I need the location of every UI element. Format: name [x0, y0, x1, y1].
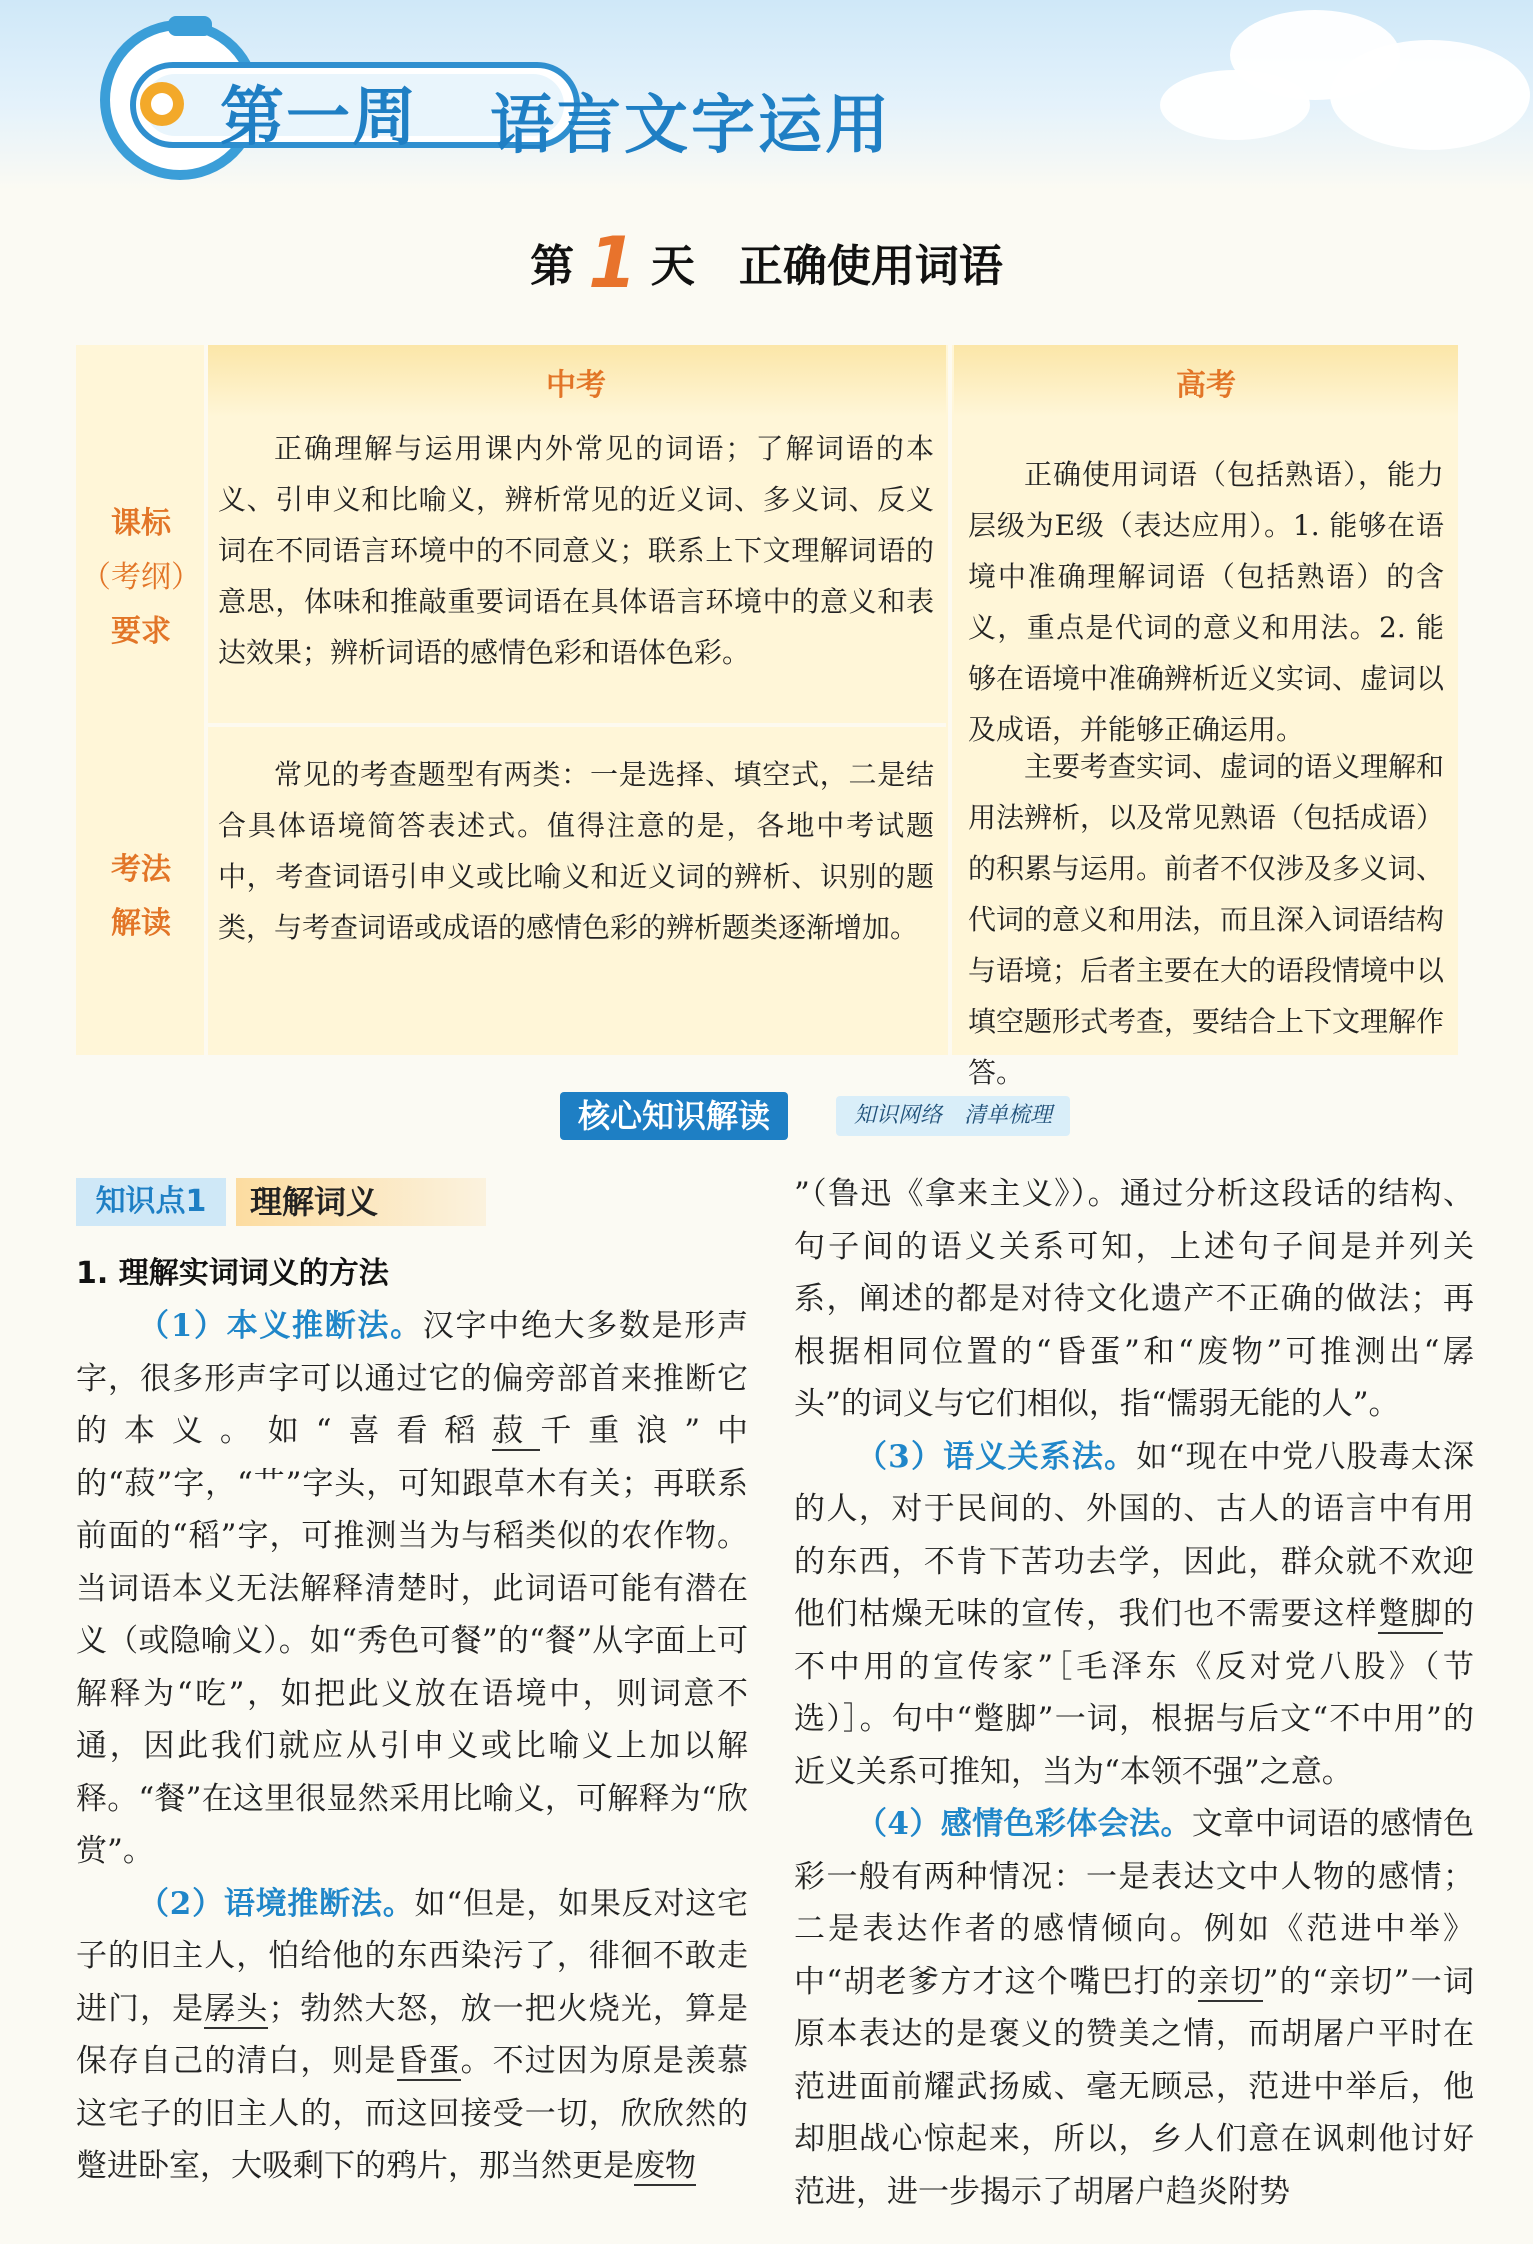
header-band	[0, 0, 1533, 190]
method-2-paragraph: （2）语境推断法。如“但是，如果反对这宅子的旧主人，怕给他的东西染污了，徘徊不敢走进门，是孱头；勃然大怒，放一把火烧光，算是保存自己的清白，则是昏蛋。不过因为原是羡慕这宅子的旧主人的，而这回接受一切，欣欣然的蹩进卧室，大吸剩下的鸦片，那当然更是废物	[76, 1885, 749, 2184]
knowledge-point-heading	[76, 1178, 406, 1226]
table-divider	[948, 345, 952, 1055]
underlined-word: 昏蛋	[396, 2043, 461, 2079]
method-3-paragraph: （3）语义关系法。如“现在中党八股毒太深的人，对于民间的、外国的、古人的语言中有用的东西，不肯下苦功去学，因此，群众就不欢迎他们枯燥无味的宣传，我们也不需要这样蹩脚的不中用的宣传家”［毛泽东《反对党八股》（节选）］。句中“蹩脚”一词，根据与后文“不中用”的近义关系可推知，当为“本领不强”之意。	[794, 1438, 1475, 1790]
day-suffix: 天	[650, 241, 695, 292]
requirement-table	[76, 345, 1458, 1089]
section-subtitle: 知识网络 清单梳理	[836, 1096, 1070, 1136]
table-divider	[206, 723, 946, 727]
knowledge-point-title: 理解词义	[236, 1178, 486, 1226]
method-1-paragraph: （1）本义推断法。汉字中绝大多数是形声字，很多形声字可以通过它的偏旁部首来推断它的本义。如“喜看稻菽千重浪”中的“菽”字，“艹”字头，可知跟草木有关；再联系前面的“稻”字，可推测当为与稻类似的农作物。当词语本义无法解释清楚时，此词语可能有潜在义（或隐喻义）。如“秀色可餐”的“餐”从字面上可解释为“吃”，如把此义放在语境中，则词意不通，因此我们就应从引申义或比喻义上加以解释。“餐”在这里很显然采用比喻义，可解释为“欣赏”。	[76, 1308, 748, 1869]
unit-title: 语言文字运用	[490, 89, 892, 163]
underlined-word: 蹩脚	[1378, 1596, 1444, 1632]
section-title: 核心知识解读	[560, 1092, 788, 1140]
method-heading: 1. 理解实词词义的方法	[76, 1256, 389, 1291]
underlined-word: 菽	[492, 1413, 541, 1449]
column-header-zhongkao: 中考	[206, 345, 946, 417]
zhongkao-analysis-cell	[218, 749, 934, 953]
underlined-word: 亲切	[1198, 1963, 1263, 2000]
method-3-label: （3）语义关系法。	[856, 1438, 1137, 1475]
zhongkao-analysis-text: 常见的考查题型有两类：一是选择、填空式，二是结合具体语境简答表述式。值得注意的是，各地中考试题中，考查词语引申义或比喻义和近义词的辨析、识别的题类，与考查词语或成语的感情色彩的辨析题类逐渐增加。	[218, 758, 934, 944]
column-header-gaokao: 高考	[954, 345, 1458, 417]
method-4-label: （4）感情色彩体会法。	[856, 1806, 1192, 1842]
dot-icon	[140, 82, 184, 126]
stopwatch-knob	[168, 16, 212, 36]
gaokao-requirement-cell	[968, 449, 1444, 755]
day-topic: 正确使用词语	[738, 241, 1003, 292]
underlined-word: 孱头	[204, 1990, 269, 2027]
gaokao-analysis-text: 主要考查实词、虚词的语义理解和用法辨析，以及常见熟语（包括成语）的积累与运用。前者不仅涉及多义词、代词的意义和用法，而且深入词语结构与语境；后者主要在大的语段情境中以填空题形式考查，要结合上下文理解作答。	[968, 750, 1445, 1089]
section-banner	[560, 1092, 1080, 1140]
cloud-decoration	[1160, 70, 1310, 140]
week-label: 第一周	[220, 81, 418, 155]
day-title	[0, 222, 1533, 304]
zhongkao-requirement-text: 正确理解与运用课内外常见的词语；了解词语的本义、引申义和比喻义，辨析常见的近义词、多义词、反义词在不同语言环境中的不同意义；联系上下文理解词语的意思，体味和推敲重要词语在具体语言环境中的意义和表达效果；辨析词语的感情色彩和语体色彩。	[218, 432, 934, 669]
body-column-right	[794, 1168, 1474, 2218]
day-prefix: 第	[530, 241, 575, 292]
gaokao-analysis-cell	[968, 741, 1444, 1098]
row-label-requirement: 课标 （考纲） 要求	[81, 506, 201, 649]
method-4-paragraph: （4）感情色彩体会法。文章中词语的感情色彩一般有两种情况：一是表达文中人物的感情；二是表达作者的感情倾向。例如《范进中举》中“胡老爹方才这个嘴巴打的亲切”的“亲切”一词原本表达的是褒义的赞美之情，而胡屠户平时在范进面前耀武扬威、毫无顾忌，范进中举后，他却胆战心惊起来，所以，乡人们意在讽刺他讨好范进，进一步揭示了胡屠户趋炎附势	[794, 1806, 1474, 2210]
underlined-word: 废物	[634, 2148, 696, 2184]
gaokao-requirement-text: 正确使用词语（包括熟语），能力层级为E级（表达应用）。1. 能够在语境中准确理解词语（包括熟语）的含义，重点是代词的意义和用法。2. 能够在语境中准确辨析近义实词、虚词以及成语，并能够正确运用。	[968, 458, 1445, 746]
body-column-left	[76, 1300, 748, 2193]
zhongkao-requirement-cell	[218, 423, 934, 678]
method-2-continued: ”（鲁迅《拿来主义》）。通过分析这段话的结构、句子间的语义关系可知，上述句子间是并列关系，阐述的都是对待文化遗产不正确的做法；再根据相同位置的“昏蛋”和“废物”可推测出“孱头”的词义与它们相似，指“懦弱无能的人”。	[794, 1176, 1474, 1422]
method-1-label: （1）本义推断法。	[138, 1308, 423, 1344]
knowledge-point-number: 知识点1	[76, 1178, 226, 1226]
row-label-analysis: 考法 解读	[111, 852, 171, 941]
day-number: 1	[588, 222, 637, 304]
cloud-decoration	[1330, 40, 1530, 150]
method-2-label: （2）语境推断法。	[138, 1885, 415, 1922]
